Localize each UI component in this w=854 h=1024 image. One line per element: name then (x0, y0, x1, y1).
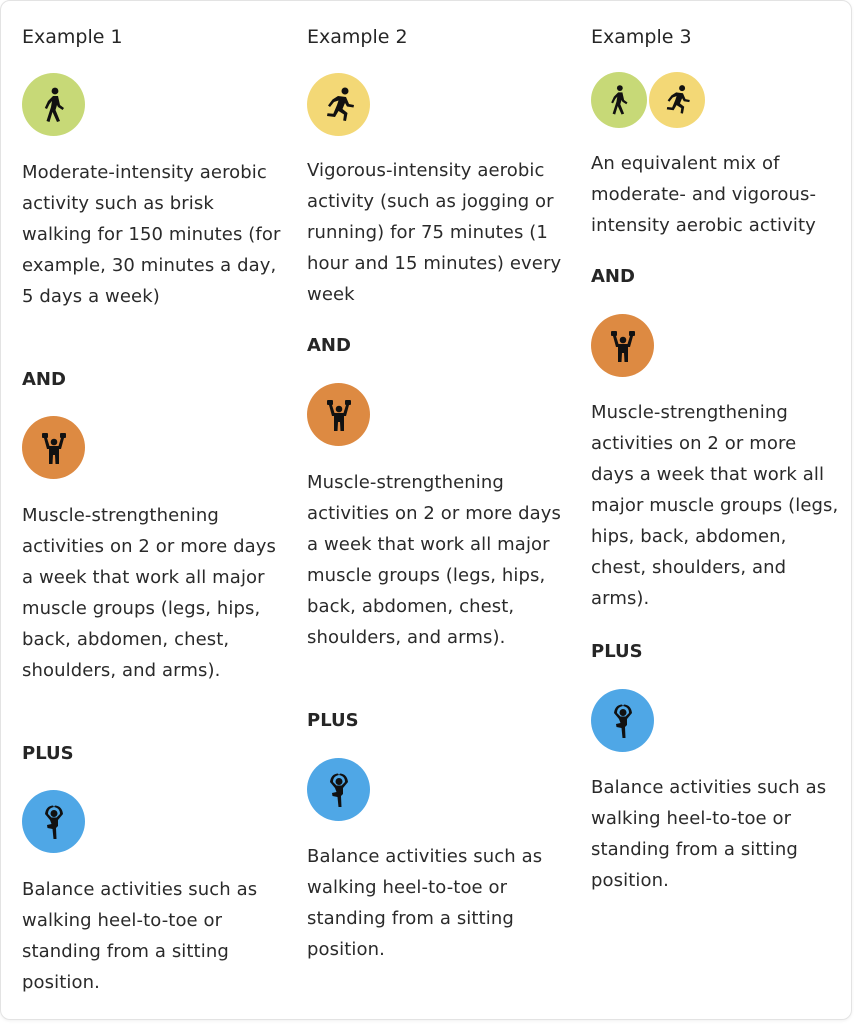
weightlifting-icon (307, 383, 370, 446)
aerobic-description: Vigorous-intensity aerobic activity (such as jogging or running) for 75 minutes (1 hour and 15 minutes) every week (307, 160, 562, 305)
example-title: Example 2 (307, 26, 408, 48)
plus-label: PLUS (22, 743, 74, 764)
walking-icon (22, 73, 85, 136)
running-icon (307, 73, 370, 136)
plus-label: PLUS (307, 710, 359, 731)
balance-icon (591, 689, 654, 752)
example-title: Example 1 (22, 26, 123, 48)
aerobic-description: Moderate-intensity aerobic activity such as brisk walking for 150 minutes (for example, 30 minutes a day, 5 days a week) (22, 162, 281, 307)
and-label: AND (591, 266, 635, 287)
balance-icon (307, 758, 370, 821)
weightlifting-icon (591, 314, 654, 377)
strength-description: Muscle-strengthening activities on 2 or more days a week that work all major muscle groups (legs, hips, back, abdomen, chest, shoulders, and arms). (22, 505, 276, 681)
and-label: AND (22, 369, 66, 390)
and-label: AND (307, 335, 351, 356)
example-title: Example 3 (591, 26, 692, 48)
balance-description: Balance activities such as walking heel-to-toe or standing from a sitting position. (307, 846, 543, 960)
plus-label: PLUS (591, 641, 643, 662)
balance-description: Balance activities such as walking heel-to-toe or standing from a sitting position. (22, 879, 258, 993)
weightlifting-icon (22, 416, 85, 479)
running-icon (649, 72, 705, 128)
balance-description: Balance activities such as walking heel-to-toe or standing from a sitting position. (591, 777, 827, 891)
strength-description: Muscle-strengthening activities on 2 or more days a week that work all major muscle groups (legs, hips, back, abdomen, chest, shoulders, and arms). (591, 402, 839, 609)
strength-description: Muscle-strengthening activities on 2 or more days a week that work all major muscle groups (legs, hips, back, abdomen, chest, shoulders, and arms). (307, 472, 561, 648)
walking-icon (591, 72, 647, 128)
aerobic-description: An equivalent mix of moderate- and vigorous-intensity aerobic activity (591, 153, 817, 236)
balance-icon (22, 790, 85, 853)
